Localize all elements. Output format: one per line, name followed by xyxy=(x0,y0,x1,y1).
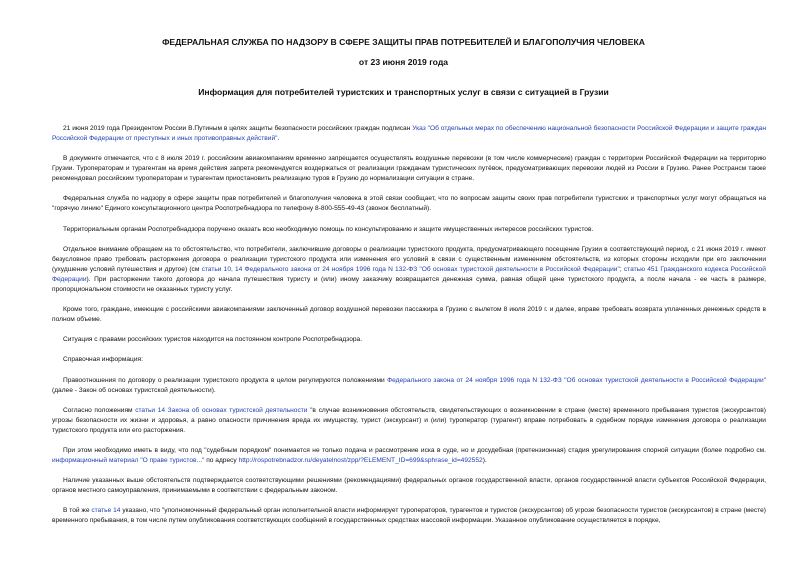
text-span: 21 июня 2019 года Президентом России В.Путиным в целях защиты безопасности российских граждан подписан xyxy=(63,125,413,132)
text-span: В той же xyxy=(63,507,92,515)
federal-law-articles-link[interactable]: статьи 10, 14 Федерального закона от 24 ноября 1996 года N 132-ФЗ "Об основах туристской деятельности в Российской Федерации" xyxy=(201,265,620,273)
article-14-link[interactable]: статье 14 xyxy=(91,507,121,515)
paragraph-judicial-procedure xyxy=(52,446,766,466)
paragraph-reference-heading: Справочная информация: xyxy=(63,356,143,364)
paragraph-hotline: Федеральная служба по надзору в сфере защиты прав потребителей и благополучия человека в этой связи сообщает, что по вопросам защиты своих прав потребители туристских и транспортных услуг могут обращаться на "горячую линию" Единого консультационного центра Роспотребнадзора по телефону 8-800-555-49-43 (звонок бесплатный). xyxy=(52,195,766,213)
paragraph-contract-rights xyxy=(52,245,766,295)
paragraph-circumstances: Наличие указанных выше обстоятельств подтверждается соответствующими решениями (рекомендациями) федеральных органов государственной власти, органов государственной власти субъектов Российской Федерации, органов местного самоуправления, принимаемыми в соответствии с федеральным законом. xyxy=(52,477,766,495)
text-span: ). При расторжении такого договора до начала путешествия туристу и (или) иному заказчику возвращается денежная сумма, равная общей цене туристского продукта, а после начала - ее часть в размере, пропорциональном стоимости не оказанных туристу услуг. xyxy=(52,275,766,293)
agency-heading: ФЕДЕРАЛЬНАЯ СЛУЖБА ПО НАДЗОРУ В СФЕРЕ ЗАЩИТЫ ПРАВ ПОТРЕБИТЕЛЕЙ И БЛАГОПОЛУЧИЯ ЧЕЛОВЕКА xyxy=(162,37,645,47)
paragraph-notification xyxy=(52,506,766,526)
paragraph-flight-ban: В документе отмечается, что с 8 июля 2019 г. российским авиакомпаниям временно запрещается осуществлять воздушные перевозки (в том числе коммерческие) граждан с территории Российской Федерации на территорию Грузии. Туроператорам и турагентам на время действия запрета рекомендуется воздержаться от реализации гражданам туристических путёвок, предусматривающих перевозки людей из России в Грузию. Ранее Ространсм также рекомендовал российским туроператорам и турагентам приостановить реализацию туров в Грузию до нормализации ситуации в стране. xyxy=(52,155,766,183)
text-span: ; xyxy=(619,265,624,273)
federal-law-link[interactable]: Федерального закона от 24 ноября 1996 года N 132-ФЗ "Об основах туристской деятельности в Российской Федерации" xyxy=(387,376,766,384)
article-14-link[interactable]: статьи 14 Закона об основах туристской деятельности xyxy=(135,406,308,414)
text-span: по адресу xyxy=(204,456,239,464)
document-body xyxy=(52,124,766,536)
document-date: от 23 июня 2019 года xyxy=(358,57,449,67)
paragraph-control: Ситуация с правами российских туристов находится на постоянном контроле Роспотребнадзора. xyxy=(63,336,363,344)
text-span: Согласно положениям xyxy=(63,406,136,414)
paragraph-legal-basis xyxy=(52,376,766,396)
info-material-link[interactable]: информационный материал "О праве туристов..." xyxy=(52,456,205,464)
paragraph-territorial-bodies: Территориальным органам Роспотребнадзора поручено оказать всю необходимую помощь по консультированию и защите имущественных интересов российских туристов. xyxy=(63,225,594,233)
text-span: Отдельное внимание обращаем на то обстоятельство, что потребители, заключившие договоры о реализации туристского продукта, предусматривающего посещение Грузии в соответствующий период, с 21 июня 2019 г. имеют безусловное право требовать расторжения договора о реализации туристского продукта или изменения его условий в связи с существенным изменением обстоятельств, из которых стороны исходили при его заключении (ухудшение условий путешествия и другое) (см xyxy=(52,245,766,273)
text-span: . xyxy=(277,135,280,142)
text-span: При этом необходимо иметь в виду, что под "судебным порядком" понимается не только подача и рассмотрение иска в суде, но и досудебная (претензионная) стадия урегулирования спорной ситуации (более подробно см. xyxy=(63,446,766,454)
rospotrebnadzor-url-link[interactable]: http://rospotrebnadzor.ru/deyatelnost/zpp/?ELEMENT_ID=699&sphrase_id=492552 xyxy=(238,456,483,464)
decree-link[interactable]: Указ "Об отдельных мерах по обеспечению национальной безопасности Российской Федерации и защите граждан Российской Федерации от преступных и иных противоправных действий" xyxy=(52,125,766,142)
text-span: "в случае возникновения обстоятельств, свидетельствующих о возникновении в стране (месте) временного пребывания туристов (экскурсантов) угрозы безопасности их жизни и здоровья, а равно опасности причинения вреда их имуществу, турист (экскурсант) и (или) туроператор (турагент) вправе потребовать в судебном порядке изменения договора о реализации туристского продукта или его расторжения. xyxy=(52,406,766,434)
civil-code-link[interactable]: статью 451 Гражданского кодекса Российской Федерации xyxy=(52,265,766,283)
text-span: (далее - Закон об основах туристской деятельности). xyxy=(52,386,216,394)
paragraph-refund: Кроме того, граждане, имеющие с российскими авиакомпаниями заключенный договор воздушной перевозки пассажира в Грузию с вылетом 8 июля 2019 г. и далее, вправе требовать возврата уплаченных денежных средств в полном объеме. xyxy=(52,305,766,323)
paragraph-article-14 xyxy=(52,406,766,436)
paragraph-decree xyxy=(52,124,766,144)
text-span: указано, что "уполномоченный федеральный орган исполнительной власти информирует туроператоров, турагентов и туристов (экскурсантов) об угрозе безопасности туристов (экскурсантов) в стране (месте) временного пребывания, в том числе путем опубликования соответствующих сообщений в государственных средствах массовой информации. Указанное опубликование осуществляется в порядке, xyxy=(52,507,766,525)
document-title: Информация для потребителей туристских и транспортных услуг в связи с ситуацией в Грузии xyxy=(198,87,609,97)
text-span: Правоотношения по договору о реализации туристского продукта в целом регулируются положениями xyxy=(63,376,388,384)
text-span: ). xyxy=(482,456,487,464)
